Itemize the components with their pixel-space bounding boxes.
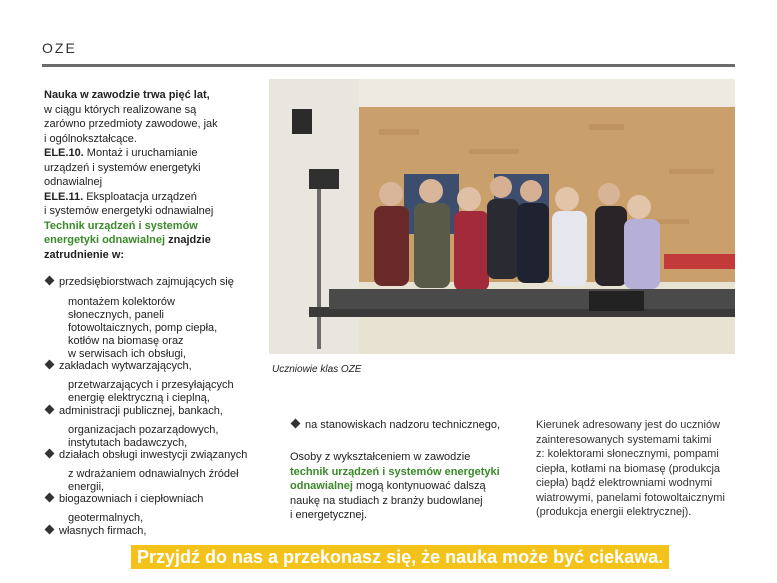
ele11-code: ELE.11.: [44, 190, 84, 203]
tech-green: energetyki odnawialnej: [44, 234, 166, 246]
list-item: [44, 360, 192, 373]
list-item-head: zakładach wytwarzających,: [59, 360, 192, 372]
list-item-line: organizacjach pozarządowych,: [68, 424, 219, 436]
list-item-cont: [68, 379, 258, 405]
students-photo: [269, 79, 735, 354]
list-item: [44, 493, 203, 506]
col3-line: ciepła, kotłami na biomasę (produkcja: [536, 462, 721, 475]
list-item-head: działach obsługi inwestycji związanych: [59, 449, 248, 461]
intro-line: urządzeń i systemów energetyki: [44, 161, 201, 174]
diamond-bullet-icon: [45, 493, 55, 503]
col3-line: wiatrowymi, panelami fotowoltaicznymi: [536, 491, 725, 504]
list-item-head: administracji publicznej, bankach,: [59, 405, 223, 417]
diamond-bullet-icon: [291, 419, 301, 429]
intro-bold: Nauka w zawodzie trwa pięć lat,: [44, 89, 210, 101]
ele10: [44, 146, 254, 161]
col2-paragraph: [290, 450, 510, 523]
col3-line: z: kolektorami słonecznymi, pompami: [536, 448, 719, 460]
ele10-code: ELE.10.: [44, 147, 84, 159]
tech-line2: [44, 233, 254, 248]
diamond-bullet-icon: [45, 405, 55, 415]
diamond-bullet-icon: [45, 276, 55, 286]
diamond-bullet-icon: [45, 449, 55, 459]
ele10-text: Montaż i uruchamianie: [83, 147, 198, 159]
col3-line: Kierunek adresowany jest do uczniów: [536, 419, 721, 431]
list-item-head: własnych firmach,: [59, 525, 147, 537]
list-item: [44, 449, 247, 462]
diamond-bullet-icon: [45, 360, 55, 370]
list-item-line: geotermalnych,: [68, 512, 144, 524]
tech-green: Technik urządzeń i systemów: [44, 219, 198, 232]
tech-line1: [44, 219, 254, 234]
col3-line: (produkcja energii elektrycznej).: [536, 506, 692, 518]
list-item: [44, 405, 223, 418]
col3-line: ciepła) bądź elektrowniami wodnymi: [536, 477, 713, 489]
intro-text: [44, 88, 254, 262]
list-item: [44, 525, 146, 538]
list-item-head: biogazowniach i ciepłowniach: [59, 493, 204, 505]
photo-caption: Uczniowie klas OZE: [272, 364, 362, 375]
col2-green: technik urządzeń i systemów energetyki: [290, 465, 500, 478]
col3-line: zainteresowanych systemami takimi: [536, 433, 712, 446]
intro-line: i ogólnokształcące.: [44, 132, 137, 145]
list-item: [44, 276, 234, 289]
list-item-line: w serwisach ich obsługi,: [68, 348, 186, 360]
students-photo-image: [269, 79, 735, 354]
col3-paragraph: [536, 418, 741, 520]
tech-tail: znajdzie: [165, 234, 211, 246]
list-item-line: fotowoltaicznych, pomp ciepła,: [68, 322, 218, 334]
diamond-bullet-icon: [45, 525, 55, 535]
col2-line: i energetycznej.: [290, 509, 368, 521]
col2-bullet-text: na stanowiskach nadzoru technicznego,: [305, 419, 501, 431]
intro-line: w ciągu których realizowane są: [44, 103, 197, 116]
col2-bullet: [290, 418, 510, 433]
list-item-line: przetwarzających i przesyłających: [68, 379, 234, 391]
list-item-cont: [68, 512, 258, 525]
intro-line: i systemów energetyki odnawialnej: [44, 205, 214, 217]
list-item-cont: [68, 468, 258, 494]
promo-banner: Przyjdź do nas a przekonasz się, że nauka może być ciekawa.: [131, 545, 669, 569]
list-item-line: słonecznych, paneli: [68, 309, 165, 321]
page-title: OZE: [42, 40, 77, 56]
list-item-head: przedsiębiorstwach zajmujących się: [59, 276, 234, 288]
list-item-cont: [68, 296, 258, 361]
ele11: [44, 190, 254, 205]
ele11-text: Eksploatacja urządzeń: [83, 190, 197, 203]
list-item-line: energię elektryczną i cieplną,: [68, 392, 210, 404]
list-item-line: z wdrażaniem odnawialnych źródeł: [68, 468, 239, 480]
list-item-line: instytutach badawczych,: [68, 437, 188, 449]
col2-line: Osoby z wykształceniem w zawodzie: [290, 451, 471, 463]
tech-tail2: zatrudnienie w:: [44, 248, 125, 261]
col2-tail: mogą kontynuować dalszą: [352, 480, 486, 492]
header-divider: [42, 64, 735, 67]
list-item-line: energii,: [68, 481, 105, 493]
intro-line: odnawialnej: [44, 176, 103, 188]
col2-green: odnawialnej: [290, 480, 353, 492]
col2-line: naukę na studiach z branży budowlanej: [290, 494, 483, 507]
list-item-cont: [68, 424, 258, 450]
intro-line: zarówno przedmioty zawodowe, jak: [44, 118, 218, 130]
list-item-line: montażem kolektorów: [68, 296, 175, 308]
list-item-line: kotłów na biomasę oraz: [68, 335, 184, 347]
